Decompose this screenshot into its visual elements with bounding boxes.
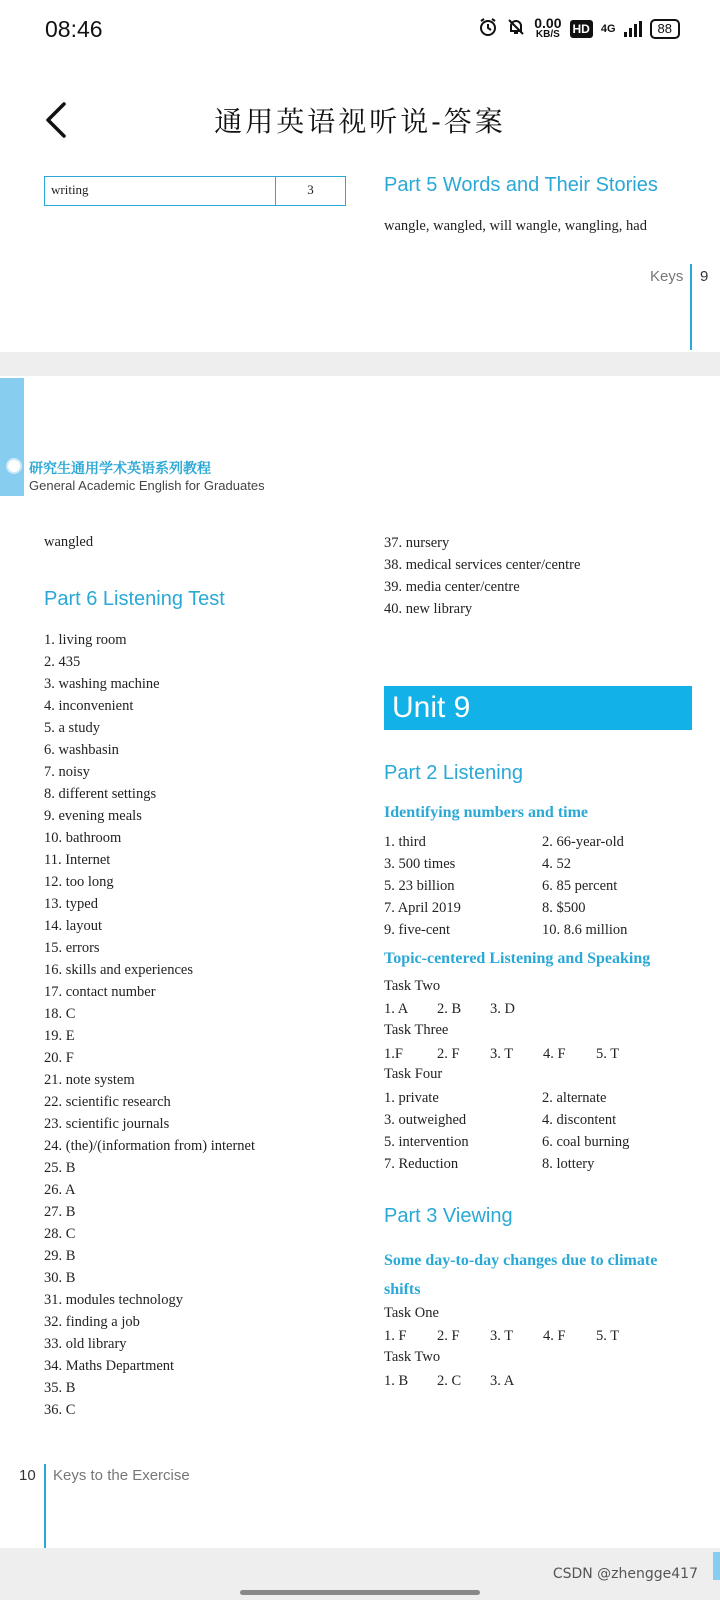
list-item: 33. old library [44, 1336, 127, 1352]
list-item: 21. note system [44, 1072, 135, 1088]
answer-item: 2. C [437, 1373, 462, 1389]
list-item: 6. washbasin [44, 742, 119, 758]
grid-item: 2. 66-year-old [542, 834, 624, 850]
answer-item: 4. F [543, 1046, 566, 1062]
battery-icon: 88 [650, 19, 680, 39]
grid-item: 6. coal burning [542, 1134, 630, 1150]
answer-table [44, 176, 346, 206]
list-item: 2. 435 [44, 654, 81, 670]
page10-footer-number: 10 [19, 1467, 36, 1484]
topic-heading: Topic-centered Listening and Speaking [384, 950, 651, 967]
viewing-task-two-answers [384, 1370, 543, 1392]
grid-item: 8. $500 [542, 900, 586, 916]
viewing-task-one-answers [384, 1325, 649, 1347]
list-item: 20. F [44, 1050, 74, 1066]
grid-item: 5. 23 billion [384, 878, 455, 894]
list-item: 17. contact number [44, 984, 156, 1000]
status-time: 08:46 [45, 16, 103, 42]
list-item: 25. B [44, 1160, 76, 1176]
unit-banner: Unit 9 [384, 686, 692, 730]
answer-item: 5. T [596, 1046, 620, 1062]
footer-divider [44, 1464, 46, 1548]
grid-item: 3. 500 times [384, 856, 456, 872]
list-item: 27. B [44, 1204, 76, 1220]
bullet-dot-icon [6, 458, 22, 474]
grid-item: 2. alternate [542, 1090, 607, 1106]
left-answer-list [44, 629, 364, 1421]
list-item: 14. layout [44, 918, 102, 934]
footer-divider [690, 264, 692, 350]
grid-item: 10. 8.6 million [542, 922, 628, 938]
list-item: 5. a study [44, 720, 100, 736]
list-item: 38. medical services center/centre [384, 557, 581, 573]
list-item: 22. scientific research [44, 1094, 171, 1110]
grid-item: 5. intervention [384, 1134, 469, 1150]
list-item: 11. Internet [44, 852, 111, 868]
part5-text: wangle, wangled, will wangle, wangling, had [384, 218, 647, 234]
status-icons [478, 17, 680, 40]
hd-badge: HD [570, 20, 593, 38]
list-item: 12. too long [44, 874, 114, 890]
answer-item: 1. B [384, 1373, 409, 1389]
grid-item: 4. discontent [542, 1112, 617, 1128]
answer-item: 1.F [384, 1046, 403, 1062]
list-item: 1. living room [44, 632, 127, 648]
answer-item: 1. F [384, 1328, 407, 1344]
answer-item: 2. F [437, 1328, 460, 1344]
grid-item: 7. Reduction [384, 1156, 459, 1172]
home-indicator[interactable] [240, 1590, 480, 1595]
list-item: 24. (the)/(information from) internet [44, 1138, 255, 1154]
list-item: 40. new library [384, 601, 473, 617]
list-item: 16. skills and experiences [44, 962, 193, 978]
answer-item: 2. F [437, 1046, 460, 1062]
answer-item: 5. T [596, 1328, 620, 1344]
grid-item: 8. lottery [542, 1156, 595, 1172]
answer-item: 3. D [490, 1001, 515, 1017]
table-cell: 3 [307, 182, 314, 197]
task-three-label: Task Three [384, 1022, 449, 1038]
right-answer-list [384, 532, 704, 620]
page9-footer-number: 9 [700, 268, 709, 285]
grid-item: 7. April 2019 [384, 900, 461, 916]
grid-item: 3. outweighed [384, 1112, 467, 1128]
answer-item: 4. F [543, 1328, 566, 1344]
network-type: 4G [600, 22, 616, 35]
viewing-task-one-label: Task One [384, 1305, 439, 1321]
list-item: 18. C [44, 1006, 76, 1022]
list-item: 15. errors [44, 940, 100, 956]
list-item: 8. different settings [44, 786, 157, 802]
list-item: 10. bathroom [44, 830, 122, 846]
task-four-label: Task Four [384, 1066, 443, 1082]
grid-item: 6. 85 percent [542, 878, 618, 894]
alarm-icon [478, 17, 498, 40]
task-two-answers [384, 998, 543, 1020]
list-item: 29. B [44, 1248, 76, 1264]
series-title-en: General Academic English for Graduates [29, 478, 265, 493]
page10-footer-label: Keys to the Exercise [53, 1467, 190, 1484]
answer-item: 3. T [490, 1328, 514, 1344]
task-two-label: Task Two [384, 978, 441, 994]
task-four-grid [384, 1087, 692, 1175]
list-item: 26. A [44, 1182, 76, 1198]
numbers-grid [384, 831, 692, 941]
grid-item: 1. third [384, 834, 426, 850]
page9-footer-label: Keys [650, 268, 684, 285]
page-separator [0, 352, 720, 376]
list-item: 34. Maths Department [44, 1358, 175, 1374]
list-item: 9. evening meals [44, 808, 142, 824]
next-page-edge [713, 1552, 720, 1580]
task-three-answers [384, 1043, 649, 1065]
list-item: 23. scientific journals [44, 1116, 170, 1132]
signal-icon [624, 21, 642, 37]
numbers-heading: Identifying numbers and time [384, 804, 589, 821]
list-item: 3. washing machine [44, 676, 160, 692]
net-speed: 0.00 KB/S [534, 15, 562, 40]
series-title-cn: 研究生通用学术英语系列教程 [29, 461, 211, 477]
list-item: 36. C [44, 1402, 76, 1418]
watermark: CSDN @zhengge417 [552, 1566, 698, 1582]
part3-heading: Part 3 Viewing [384, 1205, 513, 1227]
grid-item: 9. five-cent [384, 922, 451, 938]
chapter-tab [0, 378, 24, 496]
mute-bell-icon [506, 17, 526, 40]
list-item: 28. C [44, 1226, 76, 1242]
answer-item: 3. T [490, 1046, 514, 1062]
part2-heading: Part 2 Listening [384, 762, 523, 784]
answer-item: 1. A [384, 1001, 409, 1017]
list-item: 19. E [44, 1028, 75, 1044]
list-item: 35. B [44, 1380, 76, 1396]
list-item: 7. noisy [44, 764, 90, 780]
answer-item: 2. B [437, 1001, 462, 1017]
list-item: 37. nursery [384, 535, 450, 551]
list-item: 13. typed [44, 896, 98, 912]
viewing-heading: Some day-to-day changes due to climate shifts [384, 1252, 658, 1298]
grid-item: 1. private [384, 1090, 439, 1106]
part5-heading: Part 5 Words and Their Stories [384, 174, 658, 196]
list-item: 4. inconvenient [44, 698, 134, 714]
answer-item: 3. A [490, 1373, 515, 1389]
list-item: 31. modules technology [44, 1292, 183, 1308]
list-item: 32. finding a job [44, 1314, 140, 1330]
viewing-task-two-label: Task Two [384, 1349, 441, 1365]
list-item: 39. media center/centre [384, 579, 520, 595]
part6-heading: Part 6 Listening Test [44, 588, 225, 610]
carry-word: wangled [44, 534, 94, 550]
list-item: 30. B [44, 1270, 76, 1286]
table-cell: writing [45, 177, 276, 205]
grid-item: 4. 52 [542, 856, 571, 872]
page-title: 通用英语视听说-答案 [214, 105, 506, 138]
